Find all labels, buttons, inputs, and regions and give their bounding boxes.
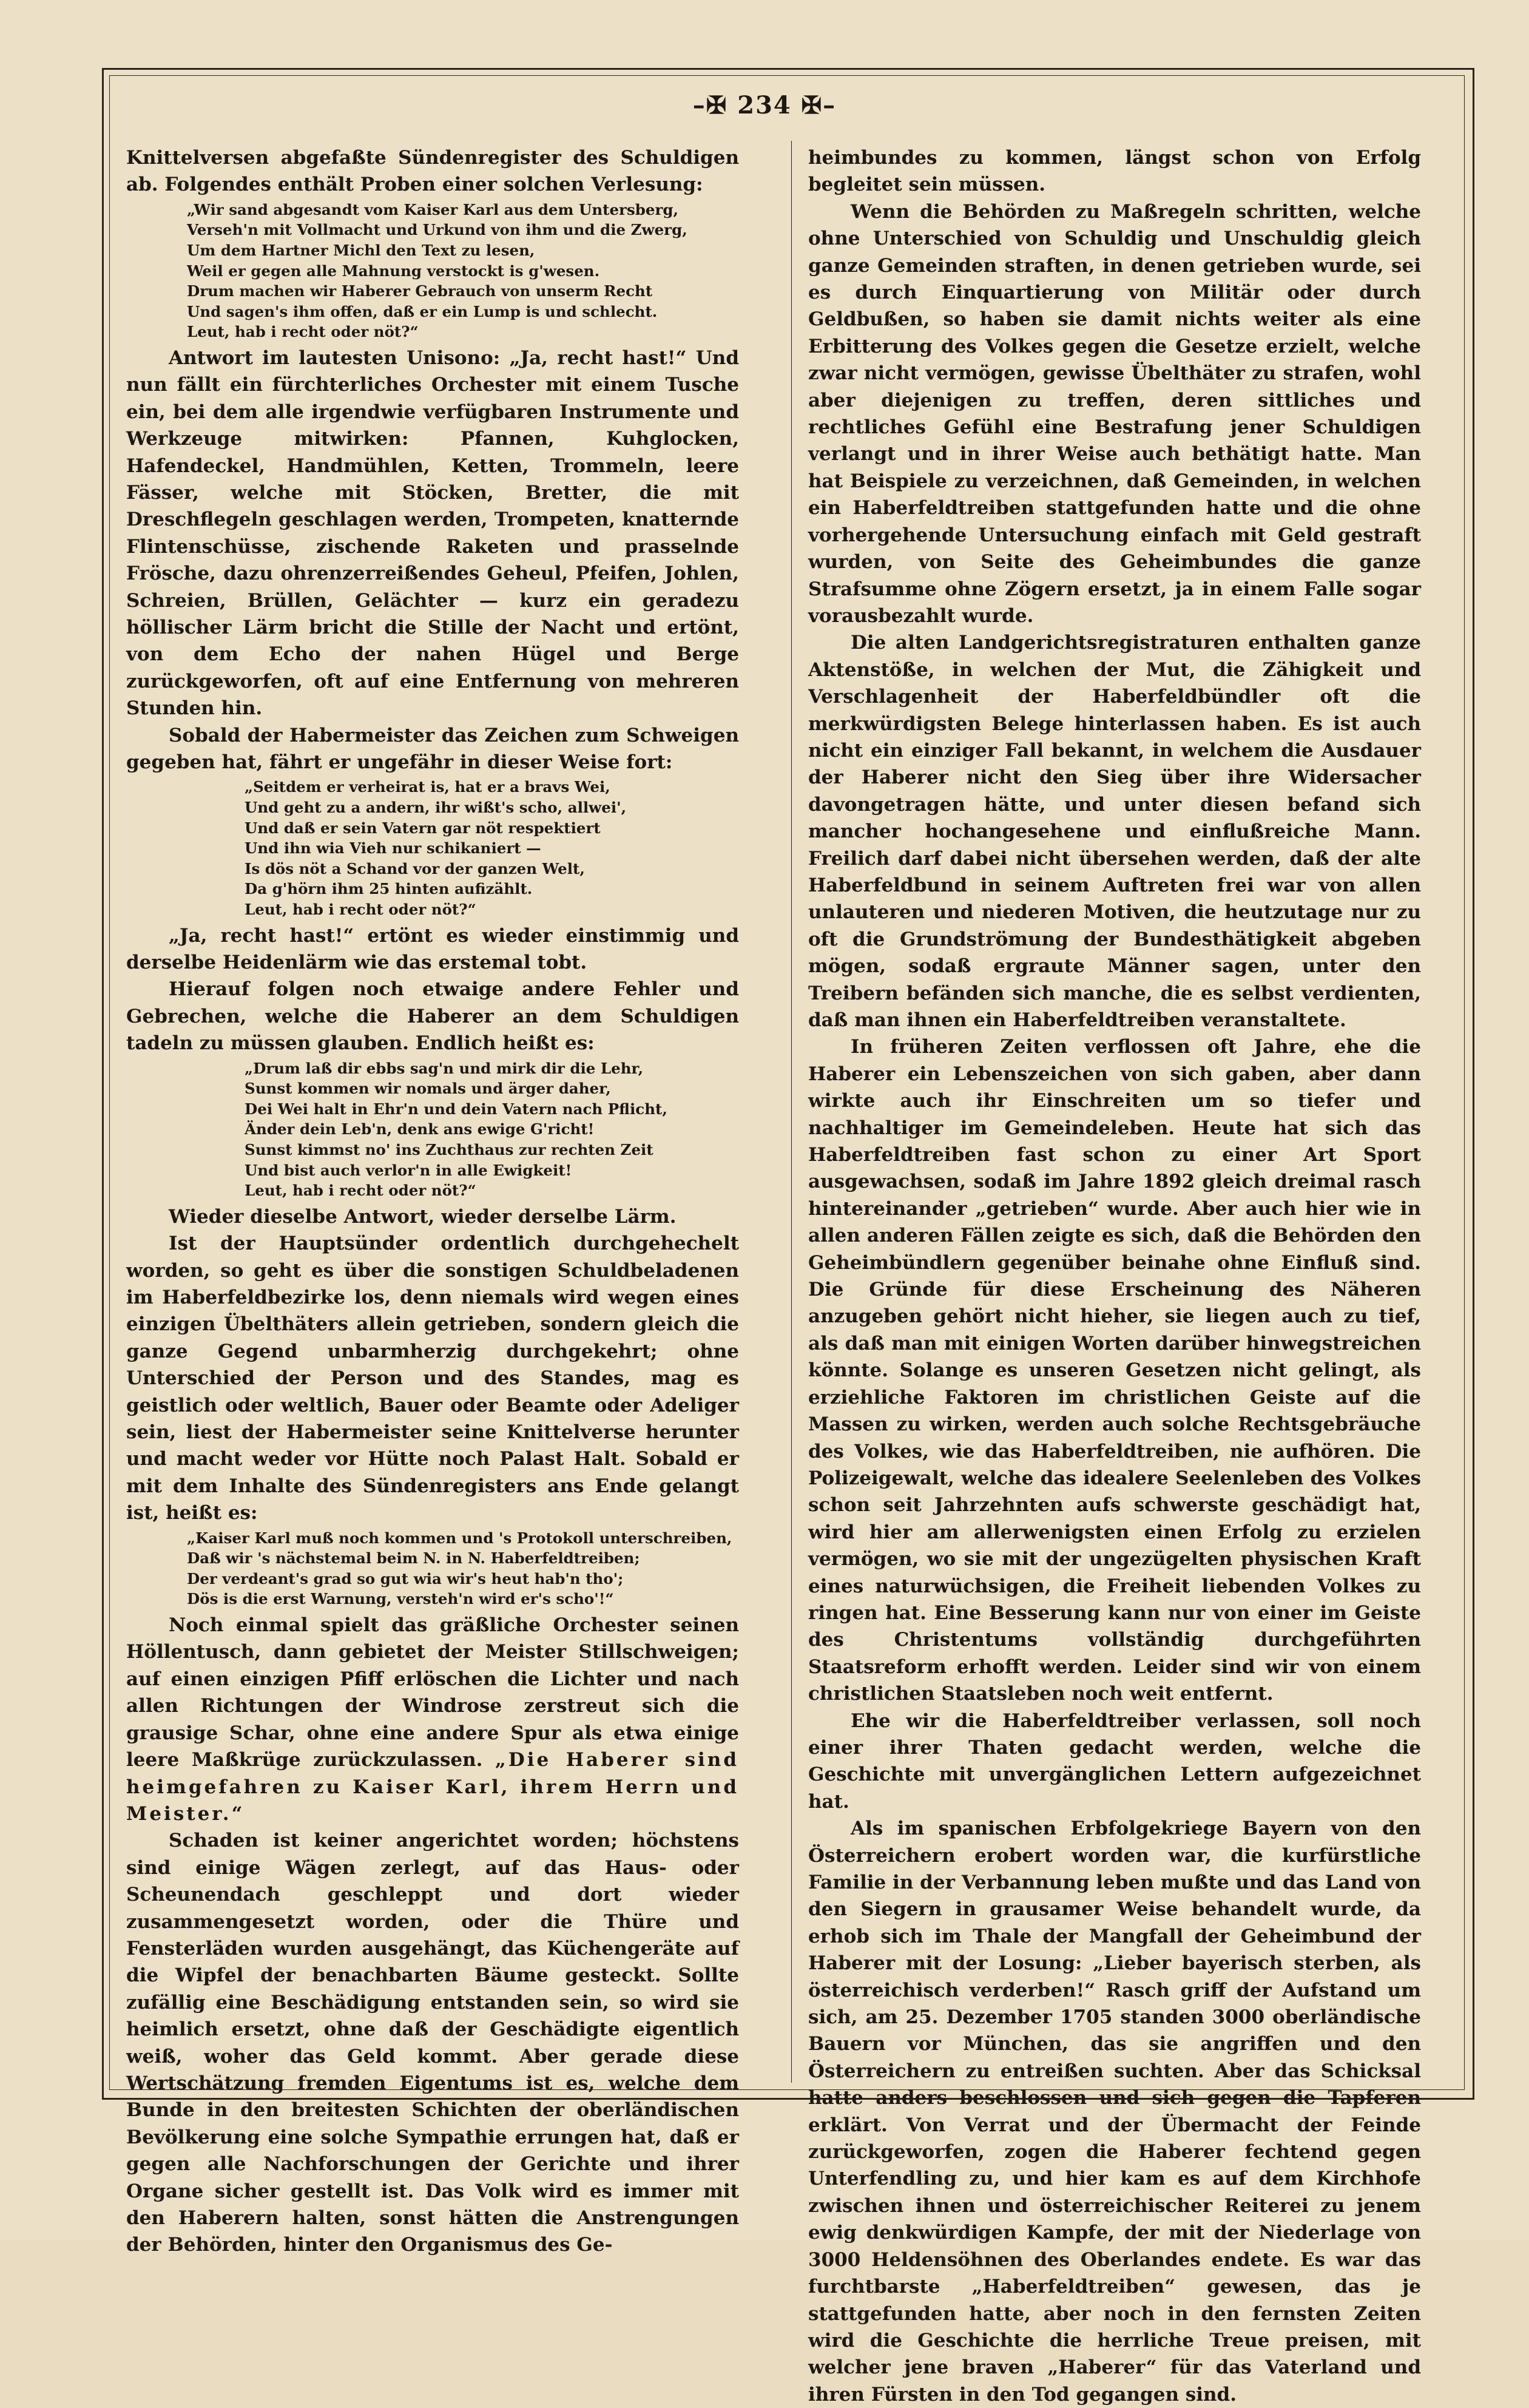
spaced-quote: „Die Haberer sind heimgefahren zu Kaiser Karl, ihrem Herrn und Meister.“ (126, 1749, 740, 1825)
left-paragraph-2: Antwort im lautesten Unisono: „Ja, recht hast!“ Und nun fällt ein fürchterliches Orchester mit einem Tusche ein, bei dem alle irgendwie verfügbaren Instrumente und Werkzeuge mitwirken: Pfannen, Kuhglocken, Hafendeckel, Handmühlen, Ketten, Trommeln, leere Fässer, welche mit Stöcken, Bretter, die mit Dreschflegeln geschlagen werden, Trompeten, knatternde Flintenschüsse, zischende Raketen und prasselnde Frösche, dazu ohrenzerreißendes Geheul, Pfeifen, Johlen, Schreien, Brüllen, Gelächter — kurz ein geradezu höllischer Lärm bricht die Stille der Nacht und ertönt, von dem Echo der nahen Hügel und Berge zurückgeworfen, oft auf eine Entfernung von mehreren Stunden hin. (126, 347, 739, 720)
verse-block-1: „Wir sand abgesandt vom Kaiser Karl aus dem Untersberg, Verseh'n mit Vollmacht und Urkund von ihm und die Zwerg, Um dem Hartner Michl den Text zu lesen, Weil er gegen alle Mahnung verstockt is g'wesen. Drum machen wir Haberer Gebrauch von unserm Recht Und sagen's ihm offen, daß er ein Lump is und schlecht. Leut, hab i recht oder nöt?“ (187, 200, 687, 341)
left-paragraph-9: Schaden ist keiner angerichtet worden; höchstens sind einige Wägen zerlegt, auf das Haus- oder Scheunendach geschleppt und dort wieder zusammengesetzt worden, oder die Thüre und Fensterläden wurden ausgehängt, das Küchengeräte auf die Wipfel der benachbarten Bäume gesteckt. Sollte zufällig eine Beschädigung entstanden sein, so wird sie heimlich ersetzt, ohne daß der Geschädigte eigentlich weiß, woher das Geld kommt. Aber gerade diese Wertschätzung fremden Eigentums ist es, welche dem Bunde in den breitesten Schichten der oberländischen Bevölkerung eine solche Sympathie errungen hat, daß er gegen alle Nachforschungen der Gerichte und ihrer Organe sicher gestellt ist. Das Volk wird es immer mit den Haberern halten, sonst hätten die Anstrengungen der Behörden, hinter den Organismus des Ge- (126, 1830, 739, 2256)
verse-block-4: „Kaiser Karl muß noch kommen und 's Protokoll unterschreiben, Daß wir 's nächstemal beim N. in N. Haberfeldtreiben; Der verdeant's grad so gut wia wir's heut hab'n tho'; Dös is die erst Warnung, versteh'n wird er's scho'!“ (187, 1529, 732, 1608)
verse-block-2: „Seitdem er verheirat is, hat er a bravs Wei, Und geht zu a andern, ihr wißt's scho, allwei', Und daß er sein Vatern gar nöt respektiert Und ihn wia Vieh nur schikaniert — Is dös nöt a Schand vor der ganzen Welt, Da g'hörn ihm 25 hinten aufizählt. Leut, hab i recht oder nöt?“ (245, 778, 627, 919)
right-paragraph-4: In früheren Zeiten verflossen oft Jahre, ehe die Haberer ein Lebenszeichen von sich gaben, aber dann wirkte auch ihr Einschreiten um so tiefer und nachhaltiger im Gemeindeleben. Heute hat sich das Haberfeldtreiben fast schon zu einer Art Sport ausgewachsen, sodaß im Jahre 1892 gleich dreimal rasch hintereinander „getrieben“ wurde. Aber auch hier wie in allen anderen Fällen zeigte es sich, daß die Behörden den Geheimbündlern gegenüber beinahe ohne Einfluß sind. Die Gründe für diese Erscheinung des Näheren anzugeben gehört nicht hieher, sie liegen auch zu tief, als daß man mit einigen Worten darüber hinwegstreichen könnte. Solange es unseren Gesetzen nicht gelingt, als erziehliche Faktoren im christlichen Geiste auf die Massen zu wirken, werden auch solche Rechtsgebräuche des Volkes, wie das Haberfeldtreiben, nie aufhören. Die Polizeigewalt, welche das idealere Seelenleben des Volkes schon seit Jahrzehnten aufs schwerste geschädigt hat, wird hier am allerwenigsten einen Erfolg zu erzielen vermögen, wo sie mit der ungezügelten physischen Kraft eines naturwüchsigen, die Freiheit liebenden Volkes zu ringen hat. Eine Besserung kann nur von einer im Geiste des Christentums vollständig durchgeführten Staatsreform erhofft werden. Leider sind wir von einem christlichen Staatsleben noch weit entfernt. (808, 1036, 1421, 1705)
left-paragraph-8 (126, 1612, 739, 1827)
left-paragraph-3: Sobald der Habermeister das Zeichen zum Schweigen gegeben hat, fährt er ungefähr in dieser Weise fort: (126, 724, 739, 774)
left-paragraph-1: Knittelversen abgefaßte Sündenregister des Schuldigen ab. Folgendes enthält Proben einer solchen Verlesung: (126, 147, 739, 196)
left-paragraph-8-text: Noch einmal spielt das gräßliche Orchester seinen Höllentusch, dann gebietet der Meister Stillschweigen; auf einen einzigen Pfiff erlöschen die Lichter und nach allen Richtungen der Windrose zerstreut sich die grausige Schar, ohne eine andere Spur als etwa einige leere Maßkrüge zurückzulassen. (126, 1614, 739, 1771)
page-number: –✠ 234 ✠– (692, 91, 837, 120)
left-paragraph-6: Wieder dieselbe Antwort, wieder derselbe Lärm. (169, 1205, 677, 1228)
right-paragraph-6: Als im spanischen Erbfolgekriege Bayern von den Österreichern erobert worden war, die kurfürstliche Familie in der Verbannung leben mußte und das Land von den Siegern in grausamer Weise behandelt wurde, da erhob sich im Thale der Mangfall der Geheimbund der Haberer mit der Losung: „Lieber bayerisch sterben, als österreichisch verderben!“ Rasch griff der Aufstand um sich, am 25. Dezember 1705 standen 3000 oberländische Bauern vor München, das sie angriffen und den Österreichern zu entreißen suchten. Aber das Schicksal hatte anders beschlossen und sich gegen die Tapferen erklärt. Von Verrat und der Übermacht der Feinde zurückgeworfen, zogen die Haberer fechtend gegen Unterfendling zu, und hier kam es auf dem Kirchhofe zwischen ihnen und österreichischer Reiterei zu jenem ewig denkwürdigen Kampfe, der mit der Niederlage von 3000 Heldensöhnen des Oberlandes endete. Es war das furchtbarste „Haberfeldtreiben“ gewesen, das je stattgefunden hatte, aber noch in den fernsten Zeiten wird die Geschichte die herrliche Treue preisen, mit welcher jene braven „Haberer“ für das Vaterland und ihren Fürsten in den Tod gegangen sind. (808, 1818, 1421, 2406)
right-column (808, 144, 1421, 2406)
left-paragraph-7: Ist der Hauptsünder ordentlich durchgehechelt worden, so geht es über die sonstigen Schuldbeladenen im Haberfeldbezirke los, denn niemals wird wegen eines einzigen Übelthäters allein getrieben, sondern gleich die ganze Gegend unbarmherzig durchgekehrt; ohne Unterschied der Person und des Standes, mag es geistlich oder weltlich, Bauer oder Beamte oder Adeliger sein, liest der Habermeister seine Knittelverse herunter und macht weder vor Hütte noch Palast Halt. Sobald er mit dem Inhalte des Sündenregisters ans Ende gelangt ist, heißt es: (126, 1233, 739, 1524)
left-paragraph-5: Hierauf folgen noch etwaige andere Fehler und Gebrechen, welche die Haberer an dem Schuldigen tadeln zu müssen glauben. Endlich heißt es: (126, 978, 739, 1055)
verse-block-3: „Drum laß dir ebbs sag'n und mirk dir die Lehr, Sunst kommen wir nomals und ärger daher, Dei Wei halt in Ehr'n und dein Vatern nach Pflicht, Änder dein Leb'n, denk ans ewige G'richt! Sunst kimmst no' ins Zuchthaus zur rechten Zeit Und bist auch verlor'n in alle Ewigkeit! Leut, hab i recht oder nöt?“ (245, 1059, 667, 1200)
right-paragraph-5: Ehe wir die Haberfeldtreiber verlassen, soll noch einer ihrer Thaten gedacht werden, welche die Geschichte mit unvergänglichen Lettern aufgezeichnet hat. (808, 1710, 1421, 1813)
left-column (126, 144, 740, 2256)
left-paragraph-4: „Ja, recht hast!“ ertönt es wieder einstimmig und derselbe Heidenlärm wie das erstemal tobt. (126, 924, 739, 974)
right-paragraph-1: heimbundes zu kommen, längst schon von Erfolg begleitet sein müssen. (808, 147, 1421, 196)
column-divider (791, 141, 792, 2083)
right-paragraph-3: Die alten Landgerichtsregistraturen enthalten ganze Aktenstöße, in welchen der Mut, die Zähigkeit und Verschlagenheit der Haberfeldbündler oft die merkwürdigsten Belege hinterlassen haben. Es ist auch nicht ein einziger Fall bekannt, in welchem die Ausdauer der Haberer nicht den Sieg über ihre Widersacher davongetragen hätte, und unter diesen befand sich mancher hochangesehene und einflußreiche Mann. Freilich darf dabei nicht übersehen werden, daß der alte Haberfeldbund in seinem Auftreten frei war von allen unlauteren und niederen Motiven, die heutzutage nur zu oft die Grundströmung der Bundesthätigkeit abgeben mögen, sodaß ergraute Männer sagen, unter den Treibern befänden sich manche, die es selbst verdienten, daß man ihnen ein Haberfeldtreiben veranstaltete. (808, 632, 1421, 1031)
right-paragraph-2: Wenn die Behörden zu Maßregeln schritten, welche ohne Unterschied von Schuldig und Unschuldig gleich ganze Gemeinden straften, in denen getrieben wurde, sei es durch Einquartierung von Militär oder durch Geldbußen, so haben sie damit nichts weiter als eine Erbitterung des Volkes gegen die Gesetze erzielt, welche zwar nicht vermögen, gewisse Übelthäter zu strafen, wohl aber diejenigen zu treffen, deren sittliches und rechtliches Gefühl eine Bestrafung jener Schuldigen verlangt und in ihrer Weise auch bethätigt hatte. Man hat Beispiele zu verzeichnen, daß Gemeinden, in welchen ein Haberfeldtreiben stattgefunden hatte und die ohne vorhergehende Untersuchung einfach mit Geld gestraft wurden, von Seite des Geheimbundes die ganze Strafsumme ohne Zögern ersetzt, ja in einem Falle sogar vorausbezahlt wurde. (808, 200, 1421, 627)
